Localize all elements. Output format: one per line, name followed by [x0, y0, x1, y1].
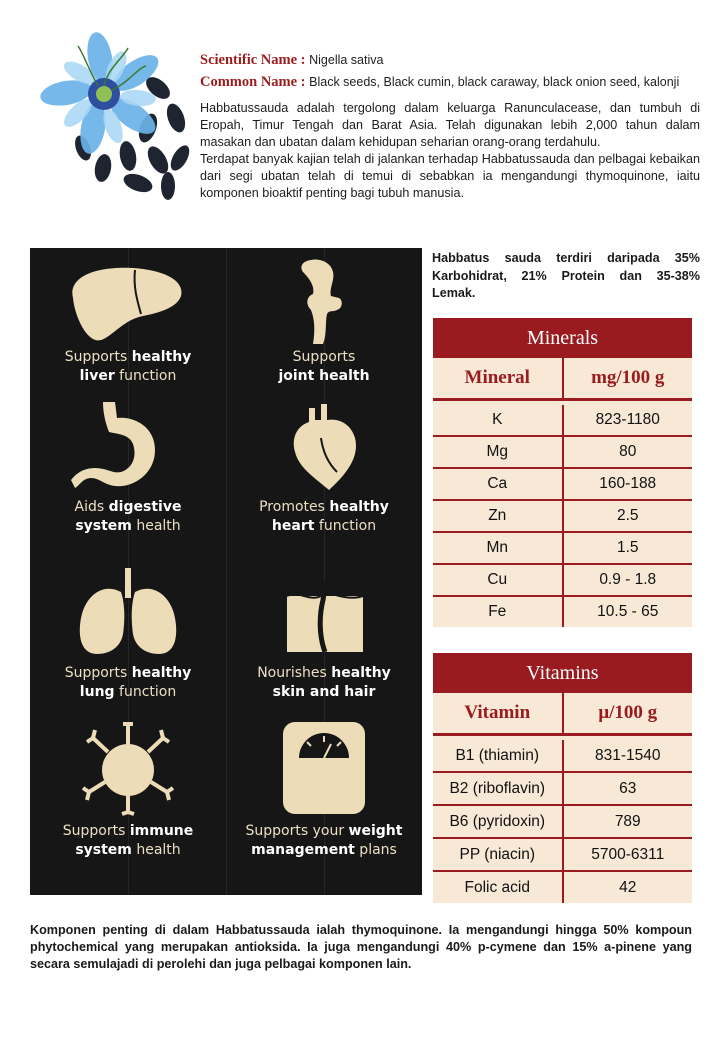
table-row: Ca 160-188: [433, 469, 692, 501]
benefit-heart: Promotes healthy heart function: [226, 398, 422, 536]
benefit-skin-hair: Nourishes healthy skin and hair: [226, 566, 422, 702]
minerals-title: Minerals: [433, 318, 692, 358]
benefit-weight: Supports your weight management plans: [226, 718, 422, 860]
vitamins-title: Vitamins: [433, 653, 692, 693]
lungs-icon: [63, 566, 193, 660]
scientific-name: Scientific Name : Nigella sativa: [200, 52, 384, 68]
benefit-liver: Supports healthy liver function: [30, 258, 226, 386]
benefit-immune: Supports immune system health: [30, 718, 226, 860]
table-row: B2 (riboflavin) 63: [433, 773, 692, 806]
table-row: Mg 80: [433, 437, 692, 469]
skin-hair-icon: [259, 566, 389, 660]
weighing-scale-icon: [259, 718, 389, 818]
immune-cell-icon: [63, 718, 193, 818]
table-row: Mn 1.5: [433, 533, 692, 565]
table-row: Zn 2.5: [433, 501, 692, 533]
minerals-header: Mineral mg/100 g: [433, 358, 692, 401]
footer-text: Komponen penting di dalam Habbatussauda ialah thymoquinone. Ia mengandungi hingga 50% kompoun phytochemical yang merupakan antioksida. Ia juga mengandungi 40% p-cymene dan 15% a-pinene yang secara semulajadi di perolehi dan juga pelbagai komponen lain.: [30, 923, 692, 971]
intro-text: [200, 100, 700, 202]
table-row: Cu 0.9 - 1.8: [433, 565, 692, 597]
intro-paragraph-2: Terdapat banyak kajian telah di jalankan terhadap Habbatussauda dan pelbagai kebaikan dari segi ubatan telah di temui di sebabkan ia mengandungi thymoquinone, iaitu komponen bioaktif penting bagi tubuh manusia.: [200, 152, 700, 200]
table-row: K 823-1180: [433, 405, 692, 437]
minerals-table: [433, 318, 692, 627]
knee-joint-icon: [259, 258, 389, 344]
table-row: B6 (pyridoxin) 789: [433, 806, 692, 839]
benefit-lung: Supports healthy lung function: [30, 566, 226, 702]
table-row: Fe 10.5 - 65: [433, 597, 692, 627]
liver-icon: [63, 258, 193, 344]
intro-paragraph-1: Habbatussauda adalah tergolong dalam keluarga Ranunculacease, dan tumbuh di Eropah, Timur Tengah dan Barat Asia. Telah digunakan lebih 2,000 tahun dalam masakan dan ubatan dalam kehidupan seharian orang-orang terdahulu.: [200, 101, 700, 149]
benefit-joint: Supports joint health: [226, 258, 422, 386]
nigella-flower-image: [28, 28, 198, 203]
stomach-icon: [63, 398, 193, 494]
vitamins-header: Vitamin μ/100 g: [433, 693, 692, 736]
composition-text: Habbatus sauda terdiri daripada 35% Karbohidrat, 21% Protein dan 35-38% Lemak.: [432, 251, 700, 300]
common-name: Common Name : Black seeds, Black cumin, black caraway, black onion seed, kalonji: [200, 74, 680, 90]
table-row: PP (niacin) 5700-6311: [433, 839, 692, 872]
table-row: Folic acid 42: [433, 872, 692, 903]
table-row: B1 (thiamin) 831-1540: [433, 740, 692, 773]
vitamins-table: [433, 653, 692, 903]
benefits-infographic: [30, 248, 422, 895]
benefit-digestive: Aids digestive system health: [30, 398, 226, 536]
heart-icon: [259, 398, 389, 494]
